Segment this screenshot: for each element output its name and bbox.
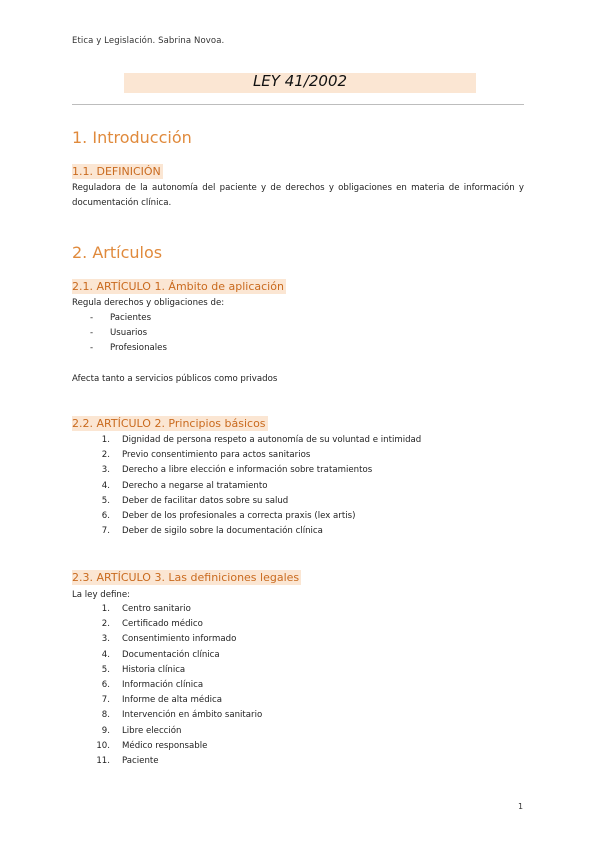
articulo-1-list [90, 311, 167, 357]
definicion-paragraph: Reguladora de la autonomía del paciente y de derechos y obligaciones en materia de información y documentación clínica. [72, 183, 524, 208]
section-heading-articulos: 2. Artículos [72, 243, 163, 262]
list-item: 9. Libre elección [101, 725, 182, 736]
list-item: 8. Intervención en ámbito sanitario [101, 710, 263, 721]
document-title: LEY 41/2002 [252, 72, 348, 90]
subsection-heading-text: 1.1. DEFINICIÓN [72, 165, 161, 178]
list-item: 6. Deber de los profesionales a correcta praxis (lex artis) [101, 510, 356, 521]
subsection-heading-text: 2.2. ARTÍCULO 2. Principios básicos [72, 417, 266, 430]
page-number: 1 [518, 802, 524, 811]
list-item: 11. Paciente [96, 755, 159, 766]
list-item: 1. Dignidad de persona respeto a autonomía de su voluntad e intimidad [101, 435, 422, 445]
list-item: 7. Deber de sigilo sobre la documentación clínica [101, 526, 323, 537]
running-header: Etica y Legislación. Sabrina Novoa. [72, 36, 225, 46]
section-heading-introduccion: 1. Introducción [72, 128, 192, 147]
subsection-heading-articulo-2 [72, 417, 268, 430]
list-item: - Pacientes [90, 313, 152, 323]
list-item: 5. Deber de facilitar datos sobre su salud [101, 495, 289, 506]
subsection-heading-articulo-1 [72, 280, 286, 293]
list-item: 4. Documentación clínica [101, 649, 220, 660]
subsection-heading-definicion [72, 165, 163, 178]
list-item: 3. Consentimiento informado [101, 634, 237, 645]
articulo-1-note: Afecta tanto a servicios públicos como privados [72, 374, 278, 384]
list-item: - Profesionales [90, 343, 167, 354]
list-item: - Usuarios [90, 328, 148, 339]
articulo-3-intro: La ley define: [72, 590, 131, 600]
articulo-2-list [84, 433, 421, 539]
list-item: 6. Información clínica [101, 679, 204, 690]
list-item: 1. Centro sanitario [101, 604, 191, 614]
list-item: 2. Certificado médico [101, 619, 203, 630]
list-item: 5. Historia clínica [101, 664, 186, 675]
list-item: 2. Previo consentimiento para actos sanitarios [101, 450, 311, 461]
list-item: 7. Informe de alta médica [101, 695, 223, 706]
title-divider [72, 104, 524, 105]
subsection-heading-text: 2.1. ARTÍCULO 1. Ámbito de aplicación [72, 280, 284, 293]
articulo-3-list [84, 602, 262, 769]
list-item: 3. Derecho a libre elección e información sobre tratamientos [101, 465, 373, 476]
subsection-heading-text: 2.3. ARTÍCULO 3. Las definiciones legales [72, 571, 300, 584]
list-item: 4. Derecho a negarse al tratamiento [101, 480, 268, 491]
subsection-heading-articulo-3 [72, 571, 301, 584]
articulo-1-intro: Regula derechos y obligaciones de: [72, 298, 225, 308]
list-item: 10. Médico responsable [96, 740, 208, 751]
